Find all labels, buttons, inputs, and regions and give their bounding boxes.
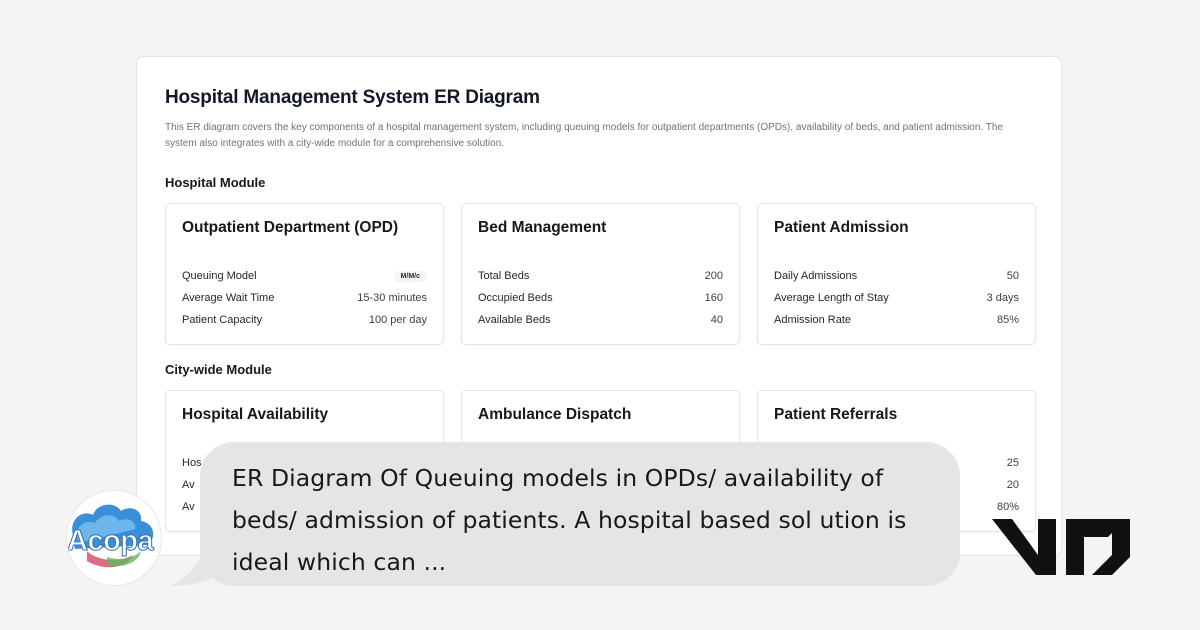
queuing-model-badge: M/M/c — [394, 271, 427, 282]
row-label: Average Wait Time — [182, 292, 275, 304]
row-value: 40 — [710, 314, 723, 326]
card-title: Hospital Availability — [182, 406, 329, 423]
row-label: Occupied Beds — [478, 292, 553, 304]
row-label: Admission Rate — [774, 314, 852, 326]
card-row — [774, 268, 1019, 284]
section-title-hospital-module: Hospital Module — [165, 175, 266, 190]
card-opd — [165, 203, 444, 345]
card-row — [182, 268, 427, 284]
row-value: 3 days — [986, 292, 1019, 304]
section-title-city-module: City-wide Module — [165, 362, 272, 377]
card-row — [774, 290, 1019, 306]
card-title: Patient Referrals — [774, 406, 898, 423]
row-value: 20 — [1006, 479, 1019, 491]
card-row — [478, 290, 723, 306]
avatar-text: Acopa — [67, 525, 154, 557]
page-title: Hospital Management System ER Diagram — [165, 87, 540, 108]
row-label: Hos — [182, 457, 202, 469]
row-label: Patient Capacity — [182, 314, 263, 326]
row-value: 80% — [996, 501, 1019, 513]
card-bed-management — [461, 203, 740, 345]
row-value: 50 — [1006, 270, 1019, 282]
row-value: 15-30 minutes — [357, 292, 427, 304]
card-title: Outpatient Department (OPD) — [182, 219, 399, 236]
speech-bubble — [200, 442, 960, 586]
row-label: Total Beds — [478, 270, 530, 282]
page-description: This ER diagram covers the key components of a hospital management system, including queuing models for outpatient departments (OPDs), availability of beds, and patient admission. The system also integrates with a city-wide module for a comprehensive solution. — [165, 122, 1004, 149]
bubble-text: ER Diagram Of Queuing models in OPDs/ availability of beds/ admission of patients. A hospital based sol ution is ideal which can ... — [232, 464, 907, 576]
row-label: Average Length of Stay — [774, 292, 889, 304]
card-patient-admission — [757, 203, 1036, 345]
card-row — [774, 312, 1019, 328]
row-value: 85% — [996, 314, 1019, 326]
row-value: 160 — [704, 292, 723, 304]
row-label: Queuing Model — [182, 270, 257, 282]
card-row — [478, 268, 723, 284]
row-label: Av — [182, 479, 195, 491]
card-row — [182, 290, 427, 306]
card-title: Patient Admission — [774, 219, 909, 236]
card-title: Bed Management — [478, 219, 607, 236]
avatar — [66, 490, 162, 586]
v0-logo-icon — [990, 505, 1140, 581]
row-value: 200 — [704, 270, 723, 282]
row-value: 25 — [1006, 457, 1019, 469]
row-label: Av — [182, 501, 195, 513]
card-title: Ambulance Dispatch — [478, 406, 632, 423]
row-label: Daily Admissions — [774, 270, 858, 282]
card-row — [182, 312, 427, 328]
card-row — [478, 312, 723, 328]
row-label: Available Beds — [478, 314, 551, 326]
row-value: 100 per day — [368, 314, 427, 326]
